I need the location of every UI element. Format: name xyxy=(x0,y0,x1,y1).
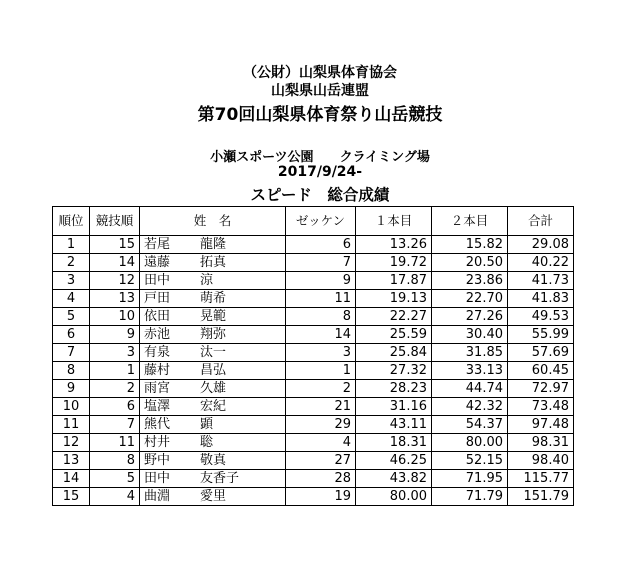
rank-cell: 2 xyxy=(53,254,90,272)
venue-park: 小瀬スポーツ公園 xyxy=(210,150,314,165)
bib-cell: 11 xyxy=(286,290,356,308)
column-header-name: 姓 名 xyxy=(140,207,286,236)
surname: 藤村 xyxy=(144,363,171,378)
order-cell: 10 xyxy=(90,308,140,326)
total-time-cell: 60.45 xyxy=(508,362,574,380)
order-cell: 5 xyxy=(90,470,140,488)
given-name: 友香子 xyxy=(200,471,240,486)
bib-cell: 21 xyxy=(286,398,356,416)
bib-cell: 4 xyxy=(286,434,356,452)
total-time-cell: 41.73 xyxy=(508,272,574,290)
rank-cell: 8 xyxy=(53,362,90,380)
order-cell: 9 xyxy=(90,326,140,344)
column-header-bib: ゼッケン xyxy=(286,207,356,236)
organizer-title: （公財）山梨県体育協会 xyxy=(243,65,397,81)
surname: 熊代 xyxy=(144,417,171,432)
total-time-cell: 40.22 xyxy=(508,254,574,272)
name-cell xyxy=(140,326,286,344)
surname: 赤池 xyxy=(144,327,171,342)
given-name: 拓真 xyxy=(200,255,227,270)
order-cell: 14 xyxy=(90,254,140,272)
table-row xyxy=(53,254,574,272)
rank-cell: 7 xyxy=(53,344,90,362)
rank-cell: 6 xyxy=(53,326,90,344)
bib-cell: 8 xyxy=(286,308,356,326)
given-name: 晃範 xyxy=(200,309,227,324)
run2-time-cell: 27.26 xyxy=(432,308,508,326)
column-header-run2: ２本目 xyxy=(432,207,508,236)
total-time-cell: 151.79 xyxy=(508,488,574,506)
total-time-cell: 97.48 xyxy=(508,416,574,434)
run2-time-cell: 15.82 xyxy=(432,236,508,254)
run1-time-cell: 18.31 xyxy=(356,434,432,452)
name-cell xyxy=(140,434,286,452)
rank-cell: 12 xyxy=(53,434,90,452)
bib-cell: 3 xyxy=(286,344,356,362)
given-name: 翔弥 xyxy=(200,327,227,342)
total-time-cell: 72.97 xyxy=(508,380,574,398)
run2-time-cell: 71.95 xyxy=(432,470,508,488)
given-name: 宏紀 xyxy=(200,399,227,414)
order-cell: 8 xyxy=(90,452,140,470)
rank-cell: 1 xyxy=(53,236,90,254)
name-cell xyxy=(140,380,286,398)
table-row xyxy=(53,434,574,452)
total-time-cell: 55.99 xyxy=(508,326,574,344)
surname: 田中 xyxy=(144,273,171,288)
venue-line xyxy=(0,146,640,165)
table-row xyxy=(53,236,574,254)
surname: 曲淵 xyxy=(144,489,171,504)
given-name: 汰一 xyxy=(200,345,227,360)
run1-time-cell: 19.13 xyxy=(356,290,432,308)
given-name: 聡 xyxy=(200,435,214,450)
surname: 塩澤 xyxy=(144,399,171,414)
column-header-run1: １本目 xyxy=(356,207,432,236)
surname: 雨宮 xyxy=(144,381,171,396)
surname: 村井 xyxy=(144,435,171,450)
given-name: 愛里 xyxy=(200,489,227,504)
order-cell: 13 xyxy=(90,290,140,308)
bib-cell: 7 xyxy=(286,254,356,272)
bib-cell: 28 xyxy=(286,470,356,488)
rank-cell: 13 xyxy=(53,452,90,470)
run2-time-cell: 44.74 xyxy=(432,380,508,398)
surname: 遠藤 xyxy=(144,255,171,270)
name-cell xyxy=(140,272,286,290)
run1-time-cell: 13.26 xyxy=(356,236,432,254)
total-time-cell: 98.31 xyxy=(508,434,574,452)
table-row xyxy=(53,272,574,290)
name-cell xyxy=(140,290,286,308)
table-row xyxy=(53,452,574,470)
run2-time-cell: 42.32 xyxy=(432,398,508,416)
name-cell xyxy=(140,488,286,506)
order-cell: 6 xyxy=(90,398,140,416)
run2-time-cell: 23.86 xyxy=(432,272,508,290)
run2-time-cell: 22.70 xyxy=(432,290,508,308)
table-row xyxy=(53,308,574,326)
run1-time-cell: 22.27 xyxy=(356,308,432,326)
table-header-row xyxy=(53,207,574,236)
run1-time-cell: 43.82 xyxy=(356,470,432,488)
name-cell xyxy=(140,236,286,254)
run1-time-cell: 27.32 xyxy=(356,362,432,380)
total-time-cell: 115.77 xyxy=(508,470,574,488)
rank-cell: 10 xyxy=(53,398,90,416)
order-cell: 2 xyxy=(90,380,140,398)
run2-time-cell: 33.13 xyxy=(432,362,508,380)
name-cell xyxy=(140,398,286,416)
order-cell: 1 xyxy=(90,362,140,380)
table-row xyxy=(53,344,574,362)
bib-cell: 27 xyxy=(286,452,356,470)
table-row xyxy=(53,416,574,434)
column-header-order: 競技順 xyxy=(90,207,140,236)
given-name: 敬真 xyxy=(200,453,227,468)
total-time-cell: 41.83 xyxy=(508,290,574,308)
name-cell xyxy=(140,344,286,362)
run1-time-cell: 31.16 xyxy=(356,398,432,416)
surname: 依田 xyxy=(144,309,171,324)
rank-cell: 3 xyxy=(53,272,90,290)
order-cell: 4 xyxy=(90,488,140,506)
given-name: 萌希 xyxy=(200,291,227,306)
rank-cell: 9 xyxy=(53,380,90,398)
given-name: 顕 xyxy=(200,417,214,432)
name-cell xyxy=(140,416,286,434)
column-header-rank: 順位 xyxy=(53,207,90,236)
given-name: 涼 xyxy=(200,273,214,288)
total-time-cell: 57.69 xyxy=(508,344,574,362)
surname: 若尾 xyxy=(144,237,171,252)
given-name: 龍隆 xyxy=(200,237,227,252)
run2-time-cell: 30.40 xyxy=(432,326,508,344)
total-time-cell: 73.48 xyxy=(508,398,574,416)
name-cell xyxy=(140,452,286,470)
rank-cell: 15 xyxy=(53,488,90,506)
surname: 田中 xyxy=(144,471,171,486)
run2-time-cell: 71.79 xyxy=(432,488,508,506)
event-title: スピード 総合成績 xyxy=(250,186,390,204)
given-name: 久雄 xyxy=(200,381,227,396)
order-cell: 15 xyxy=(90,236,140,254)
name-cell xyxy=(140,470,286,488)
order-cell: 11 xyxy=(90,434,140,452)
results-body xyxy=(53,236,574,506)
bib-cell: 9 xyxy=(286,272,356,290)
federation-title: 山梨県山岳連盟 xyxy=(271,83,369,99)
run1-time-cell: 19.72 xyxy=(356,254,432,272)
venue-wall: クライミング場 xyxy=(339,150,430,165)
column-header-total: 合計 xyxy=(508,207,574,236)
total-time-cell: 98.40 xyxy=(508,452,574,470)
run2-time-cell: 80.00 xyxy=(432,434,508,452)
run1-time-cell: 43.11 xyxy=(356,416,432,434)
rank-cell: 14 xyxy=(53,470,90,488)
name-cell xyxy=(140,254,286,272)
run1-time-cell: 28.23 xyxy=(356,380,432,398)
bib-cell: 2 xyxy=(286,380,356,398)
surname: 戸田 xyxy=(144,291,171,306)
competition-title: 第70回山梨県体育祭り山岳競技 xyxy=(197,105,443,125)
bib-cell: 1 xyxy=(286,362,356,380)
run2-time-cell: 52.15 xyxy=(432,452,508,470)
run1-time-cell: 25.59 xyxy=(356,326,432,344)
order-cell: 7 xyxy=(90,416,140,434)
run1-time-cell: 25.84 xyxy=(356,344,432,362)
run2-time-cell: 54.37 xyxy=(432,416,508,434)
event-date: 2017/9/24- xyxy=(277,164,363,180)
total-time-cell: 49.53 xyxy=(508,308,574,326)
run1-time-cell: 80.00 xyxy=(356,488,432,506)
bib-cell: 19 xyxy=(286,488,356,506)
run1-time-cell: 46.25 xyxy=(356,452,432,470)
rank-cell: 11 xyxy=(53,416,90,434)
rank-cell: 5 xyxy=(53,308,90,326)
bib-cell: 29 xyxy=(286,416,356,434)
bib-cell: 6 xyxy=(286,236,356,254)
run1-time-cell: 17.87 xyxy=(356,272,432,290)
results-table xyxy=(52,206,574,506)
name-cell xyxy=(140,308,286,326)
surname: 有泉 xyxy=(144,345,171,360)
given-name: 昌弘 xyxy=(200,363,227,378)
table-row xyxy=(53,362,574,380)
table-row xyxy=(53,290,574,308)
order-cell: 12 xyxy=(90,272,140,290)
run2-time-cell: 20.50 xyxy=(432,254,508,272)
table-row xyxy=(53,488,574,506)
run2-time-cell: 31.85 xyxy=(432,344,508,362)
total-time-cell: 29.08 xyxy=(508,236,574,254)
table-row xyxy=(53,326,574,344)
table-row xyxy=(53,380,574,398)
table-row xyxy=(53,470,574,488)
table-row xyxy=(53,398,574,416)
order-cell: 3 xyxy=(90,344,140,362)
rank-cell: 4 xyxy=(53,290,90,308)
name-cell xyxy=(140,362,286,380)
bib-cell: 14 xyxy=(286,326,356,344)
surname: 野中 xyxy=(144,453,171,468)
